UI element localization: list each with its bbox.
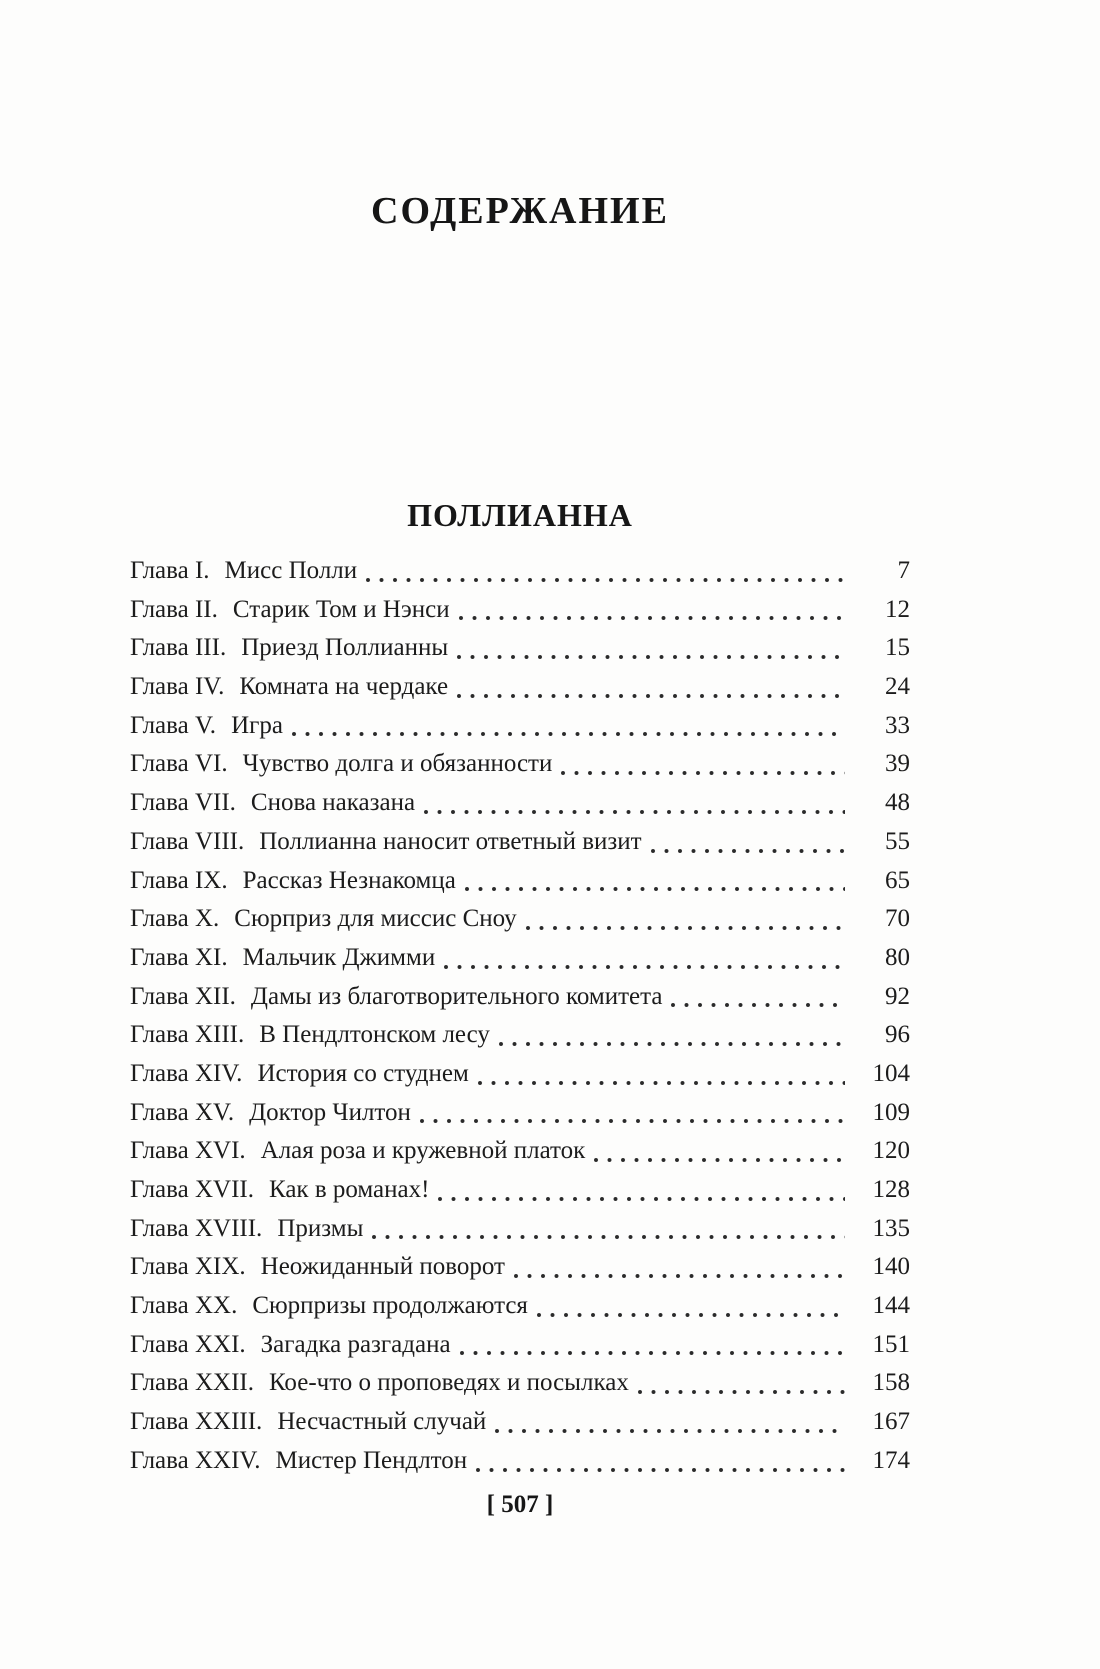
toc-entry [130, 784, 910, 823]
dot-leader [524, 900, 845, 939]
toc-entry-title: Загадка разгадана [260, 1330, 451, 1358]
toc-entry [130, 1210, 910, 1249]
toc-entry [130, 668, 910, 707]
dot-leader [669, 978, 845, 1017]
toc-entry-page-number: 33 [885, 711, 910, 739]
toc-entry-title: Мистер Пендлтон [275, 1446, 468, 1474]
toc-entry [130, 900, 910, 939]
toc-entry-chapter-label: Глава IV. [130, 673, 225, 701]
toc-entry-chapter-label: Глава XVI. [130, 1137, 246, 1165]
toc-entry-page-number: 80 [885, 943, 910, 971]
toc-entry-chapter-label: Глава I. [130, 557, 210, 584]
toc-entry [130, 629, 910, 668]
toc-entry-title: Рассказ Незнакомца [242, 866, 456, 894]
toc-entry-chapter-label: Глава III. [130, 634, 227, 662]
toc-entry-page-number: 135 [872, 1214, 910, 1242]
toc-entry-title: Сюрпризы продолжаются [252, 1292, 528, 1320]
toc-entry-chapter-label: Глава XI. [130, 943, 228, 971]
dot-leader [636, 1364, 845, 1403]
dot-leader [474, 1442, 845, 1481]
toc-entry-page-number: 128 [872, 1176, 910, 1203]
toc-entry-title: Кое-что о проповедях и посылках [268, 1369, 629, 1397]
toc-entry-page-number: 96 [885, 1021, 910, 1049]
toc-entry [130, 1403, 910, 1442]
toc-title: СОДЕРЖАНИЕ [371, 190, 669, 232]
toc-entry-page-number: 55 [885, 827, 910, 855]
dot-leader [497, 1016, 845, 1055]
toc-entry-chapter-label: Глава V. [130, 711, 217, 739]
toc-entry-chapter-label: Глава XXII. [130, 1369, 254, 1397]
toc-entry-title: Чувство долга и обязанности [242, 750, 553, 778]
toc-entry-chapter-label: Глава XIII. [130, 1021, 245, 1049]
toc-entry-title: Мальчик Джимми [242, 943, 436, 971]
toc-entry-chapter-label: Глава XIV. [130, 1059, 243, 1087]
toc-entry [130, 745, 910, 784]
toc-entry [130, 1094, 910, 1133]
dot-leader [436, 1171, 845, 1210]
toc-entry-chapter-label: Глава XXI. [130, 1330, 246, 1358]
dot-leader [422, 784, 845, 823]
toc-entry [130, 591, 910, 630]
toc-entry-title: Снова наказана [250, 789, 416, 817]
toc-entry-title: Алая роза и кружевной платок [260, 1137, 586, 1165]
toc-entry-title: Как в романах! [268, 1176, 430, 1203]
dot-leader [512, 1248, 845, 1287]
toc-entry-title: Доктор Чилтон [249, 1098, 411, 1126]
toc-entry [130, 1171, 910, 1210]
toc-entry-chapter-label: Глава VI. [130, 750, 228, 778]
toc-entry-page-number: 12 [885, 595, 910, 623]
toc-entry-title: Приезд Поллианны [241, 634, 449, 662]
toc-entry-chapter-label: Глава IX. [130, 866, 228, 894]
toc-entry-chapter-label: Глава XXIII. [130, 1408, 263, 1436]
dot-leader [493, 1403, 845, 1442]
toc-entry-page-number: 140 [872, 1253, 910, 1281]
toc-entry-title: Сюрприз для миссис Сноу [234, 905, 517, 933]
toc-entry-chapter-label: Глава VIII. [130, 827, 245, 855]
dot-leader [418, 1094, 845, 1133]
toc-entry-page-number: 65 [885, 866, 910, 894]
toc-entry [130, 823, 910, 862]
dot-leader [649, 823, 845, 862]
dot-leader [476, 1055, 845, 1094]
toc-entry-chapter-label: Глава II. [130, 595, 218, 623]
dot-leader [463, 862, 845, 901]
toc-entry-page-number: 144 [872, 1292, 910, 1320]
toc-entry-chapter-label: Глава XXIV. [130, 1446, 261, 1474]
toc-entry-page-number: 48 [885, 789, 910, 817]
toc-entry-page-number: 15 [885, 634, 910, 662]
toc-entry [130, 1442, 910, 1481]
toc-entry-title: Несчастный случай [277, 1408, 487, 1436]
toc-entry-page-number: 39 [885, 750, 910, 778]
toc-list [130, 552, 910, 1481]
toc-entry-chapter-label: Глава XVII. [130, 1176, 254, 1203]
toc-entry [130, 1364, 910, 1403]
toc-entry [130, 978, 910, 1017]
toc-entry-chapter-label: Глава XX. [130, 1292, 238, 1320]
dot-leader [370, 1210, 845, 1249]
dot-leader [290, 707, 845, 746]
toc-entry-title: Игра [231, 711, 283, 739]
toc-entry-title: Мисс Полли [224, 557, 358, 584]
dot-leader [457, 591, 845, 630]
toc-entry-page-number: 151 [872, 1330, 910, 1358]
toc-entry-page-number: 7 [897, 557, 910, 584]
toc-entry [130, 1132, 910, 1171]
toc-entry [130, 939, 910, 978]
toc-entry-page-number: 120 [872, 1137, 910, 1165]
dot-leader [458, 1326, 845, 1365]
toc-entry-page-number: 92 [885, 982, 910, 1010]
toc-entry-chapter-label: Глава XIX. [130, 1253, 246, 1281]
dot-leader [455, 629, 845, 668]
toc-entry [130, 707, 910, 746]
section-title: ПОЛЛИАННА [407, 497, 633, 533]
dot-leader [535, 1287, 845, 1326]
toc-entry [130, 552, 910, 591]
footer-page-number: [ 507 ] [486, 1491, 554, 1518]
toc-entry-title: В Пендлтонском лесу [259, 1021, 490, 1049]
toc-entry-title: Дамы из благотворительного комитета [250, 982, 663, 1010]
toc-entry-page-number: 24 [885, 673, 910, 701]
toc-entry-title: Старик Том и Нэнси [232, 595, 450, 623]
toc-entry-title: Поллианна наносит ответный визит [259, 827, 642, 855]
toc-entry-title: Призмы [277, 1214, 364, 1242]
toc-entry [130, 1016, 910, 1055]
toc-entry-title: Комната на чердаке [239, 673, 449, 701]
toc-entry-chapter-label: Глава VII. [130, 789, 236, 817]
toc-entry-title: Неожиданный поворот [260, 1253, 505, 1281]
toc-entry-page-number: 174 [872, 1446, 910, 1474]
toc-entry-chapter-label: Глава X. [130, 905, 220, 933]
toc-entry-title: История со студнем [257, 1059, 469, 1087]
dot-leader [442, 939, 845, 978]
dot-leader [364, 552, 845, 591]
toc-entry-page-number: 158 [872, 1369, 910, 1397]
dot-leader [559, 745, 845, 784]
toc-entry [130, 862, 910, 901]
toc-entry-page-number: 70 [885, 905, 910, 933]
toc-entry-chapter-label: Глава XV. [130, 1098, 235, 1126]
toc-entry [130, 1055, 910, 1094]
toc-entry-chapter-label: Глава XVIII. [130, 1214, 263, 1242]
dot-leader [455, 668, 845, 707]
toc-entry-chapter-label: Глава XII. [130, 982, 236, 1010]
toc-entry [130, 1326, 910, 1365]
toc-entry-page-number: 109 [872, 1098, 910, 1126]
toc-entry-page-number: 104 [872, 1059, 910, 1087]
toc-entry [130, 1248, 910, 1287]
toc-entry [130, 1287, 910, 1326]
dot-leader [592, 1132, 845, 1171]
toc-entry-page-number: 167 [872, 1408, 910, 1436]
